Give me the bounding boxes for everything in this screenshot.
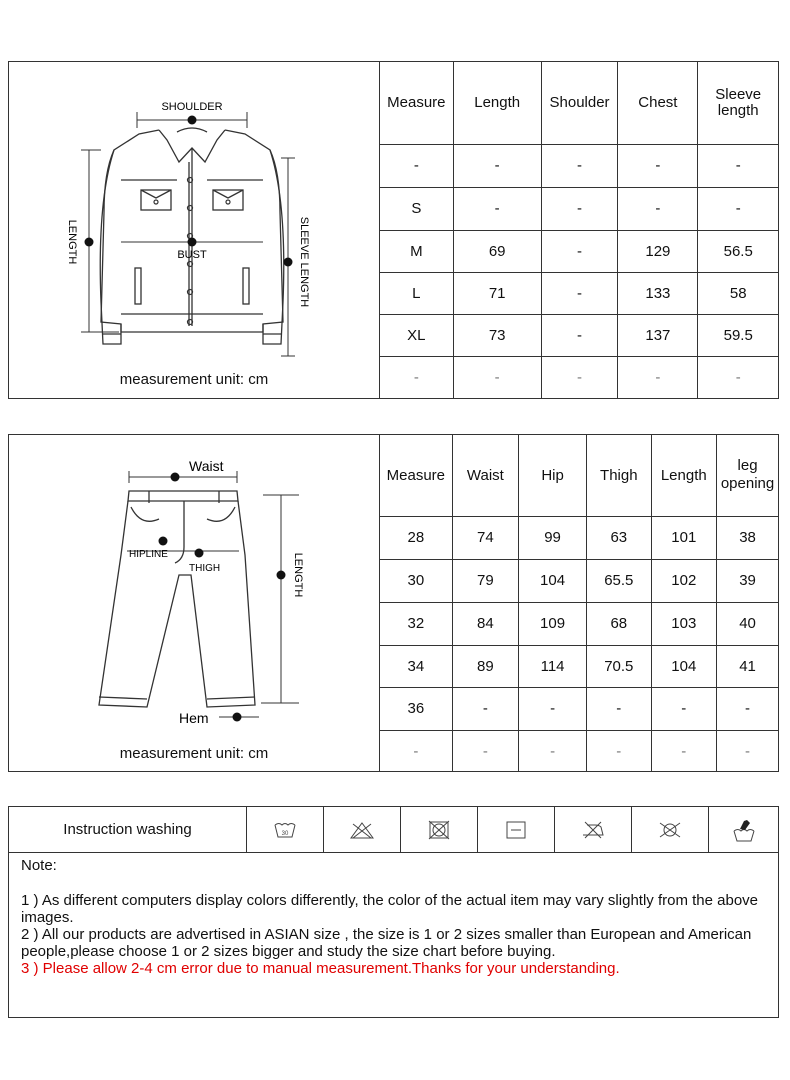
shoulder-label: SHOULDER: [161, 101, 223, 113]
table-cell: M: [380, 230, 454, 272]
hand-wash-only-icon: [709, 807, 778, 852]
table-cell: L: [380, 272, 454, 314]
jacket-header-measure: Measure: [380, 62, 454, 144]
jacket-size-section: [8, 61, 779, 399]
notes-title: Note:: [21, 857, 57, 874]
table-cell: 34: [380, 645, 453, 687]
sleeve-length-label: SLEEVE LENGTH: [298, 216, 310, 308]
jacket-header-shoulder: Shoulder: [541, 62, 618, 144]
table-cell: -: [541, 272, 618, 314]
table-cell: -: [587, 687, 651, 730]
notes-block: [21, 857, 771, 977]
table-cell: S: [380, 187, 454, 230]
note-item-1: 1 ) As different computers display colors differently, the color of the actual item may vary slightly from the above images.: [21, 892, 759, 926]
table-cell: 109: [519, 602, 587, 645]
do-not-dry-clean-icon: [632, 807, 709, 852]
note-item-3: 3 ) Please allow 2-4 cm error due to manual measurement.Thanks for your understanding.: [21, 960, 620, 977]
table-cell: 39: [717, 559, 778, 602]
table-cell: -: [452, 687, 518, 730]
washing-label: Instruction washing: [9, 807, 247, 852]
do-not-iron-icon: [555, 807, 632, 852]
table-cell: 104: [519, 559, 587, 602]
table-cell: 41: [717, 645, 778, 687]
table-cell: 102: [651, 559, 717, 602]
table-cell: -: [717, 730, 778, 772]
table-cell: 133: [618, 272, 698, 314]
table-cell: -: [453, 187, 541, 230]
table-cell: -: [618, 144, 698, 187]
jacket-header-sleeve-length: Sleeve length: [698, 62, 778, 144]
table-cell: 114: [519, 645, 587, 687]
table-cell: 104: [651, 645, 717, 687]
table-cell: -: [452, 730, 518, 772]
table-cell: 40: [717, 602, 778, 645]
table-cell: 103: [651, 602, 717, 645]
table-cell: 84: [452, 602, 518, 645]
do-not-bleach-icon: [324, 807, 401, 852]
table-cell: -: [453, 144, 541, 187]
table-cell: 65.5: [587, 559, 651, 602]
table-cell: -: [519, 730, 587, 772]
table-cell: -: [618, 187, 698, 230]
length-label: LENGTH: [66, 219, 78, 265]
table-cell: -: [541, 187, 618, 230]
table-cell: 28: [380, 516, 453, 559]
table-cell: 68: [587, 602, 651, 645]
pants-length-label: LENGTH: [292, 552, 304, 598]
waist-label: Waist: [189, 458, 224, 474]
table-cell: 56.5: [698, 230, 778, 272]
table-cell: -: [698, 144, 778, 187]
table-cell: 63: [587, 516, 651, 559]
jacket-unit-label: measurement unit: cm: [119, 371, 269, 388]
table-cell: 74: [452, 516, 518, 559]
table-cell: -: [380, 356, 454, 398]
table-cell: -: [380, 730, 453, 772]
table-cell: -: [698, 187, 778, 230]
thigh-label: THIGH: [189, 563, 221, 574]
table-cell: -: [541, 356, 618, 398]
table-cell: 73: [453, 314, 541, 356]
table-cell: -: [618, 356, 698, 398]
dry-flat-icon: [478, 807, 555, 852]
table-cell: 30: [380, 559, 453, 602]
svg-text:30: 30: [281, 830, 289, 837]
hand-wash-30-icon: [247, 807, 324, 852]
care-notes-section: [8, 806, 779, 1018]
pants-figure: [9, 435, 380, 771]
table-cell: 32: [380, 602, 453, 645]
washing-instructions-row: [9, 807, 778, 853]
table-cell: 58: [698, 272, 778, 314]
table-cell: -: [541, 144, 618, 187]
jacket-header-length: Length: [453, 62, 541, 144]
table-cell: -: [651, 687, 717, 730]
pants-header-waist: Waist: [452, 435, 518, 516]
table-cell: 69: [453, 230, 541, 272]
table-cell: -: [698, 356, 778, 398]
table-cell: 79: [452, 559, 518, 602]
table-cell: -: [519, 687, 587, 730]
table-cell: -: [651, 730, 717, 772]
table-cell: -: [717, 687, 778, 730]
table-cell: -: [541, 314, 618, 356]
hem-label: Hem: [179, 710, 209, 726]
table-cell: 71: [453, 272, 541, 314]
jacket-size-table: [379, 62, 778, 398]
jacket-illustration: [9, 62, 379, 362]
table-cell: 89: [452, 645, 518, 687]
pants-illustration: [9, 435, 379, 735]
pants-header-length: Length: [651, 435, 717, 516]
jacket-header-chest: Chest: [618, 62, 698, 144]
table-cell: 38: [717, 516, 778, 559]
table-cell: 70.5: [587, 645, 651, 687]
table-cell: XL: [380, 314, 454, 356]
table-cell: -: [587, 730, 651, 772]
bust-label: BUST: [177, 249, 207, 261]
table-cell: 101: [651, 516, 717, 559]
pants-size-section: [8, 434, 779, 772]
table-cell: 99: [519, 516, 587, 559]
table-cell: 137: [618, 314, 698, 356]
table-cell: -: [453, 356, 541, 398]
pants-size-table: [379, 435, 778, 772]
table-cell: 36: [380, 687, 453, 730]
pants-header-thigh: Thigh: [587, 435, 651, 516]
do-not-tumble-dry-icon: [401, 807, 478, 852]
table-cell: -: [541, 230, 618, 272]
pants-header-hip: Hip: [519, 435, 587, 516]
table-cell: -: [380, 144, 454, 187]
table-cell: 129: [618, 230, 698, 272]
hipline-label: HIPLINE: [129, 549, 168, 560]
jacket-figure: [9, 62, 380, 398]
table-cell: 59.5: [698, 314, 778, 356]
pants-unit-label: measurement unit: cm: [119, 745, 269, 762]
pants-header-leg-opening: leg opening: [717, 435, 778, 516]
note-item-2: 2 ) All our products are advertised in ASIAN size , the size is 1 or 2 sizes smaller than European and American people,please choose 1 or 2 sizes bigger and study the size chart before buying.: [21, 926, 752, 960]
pants-header-measure: Measure: [380, 435, 453, 516]
